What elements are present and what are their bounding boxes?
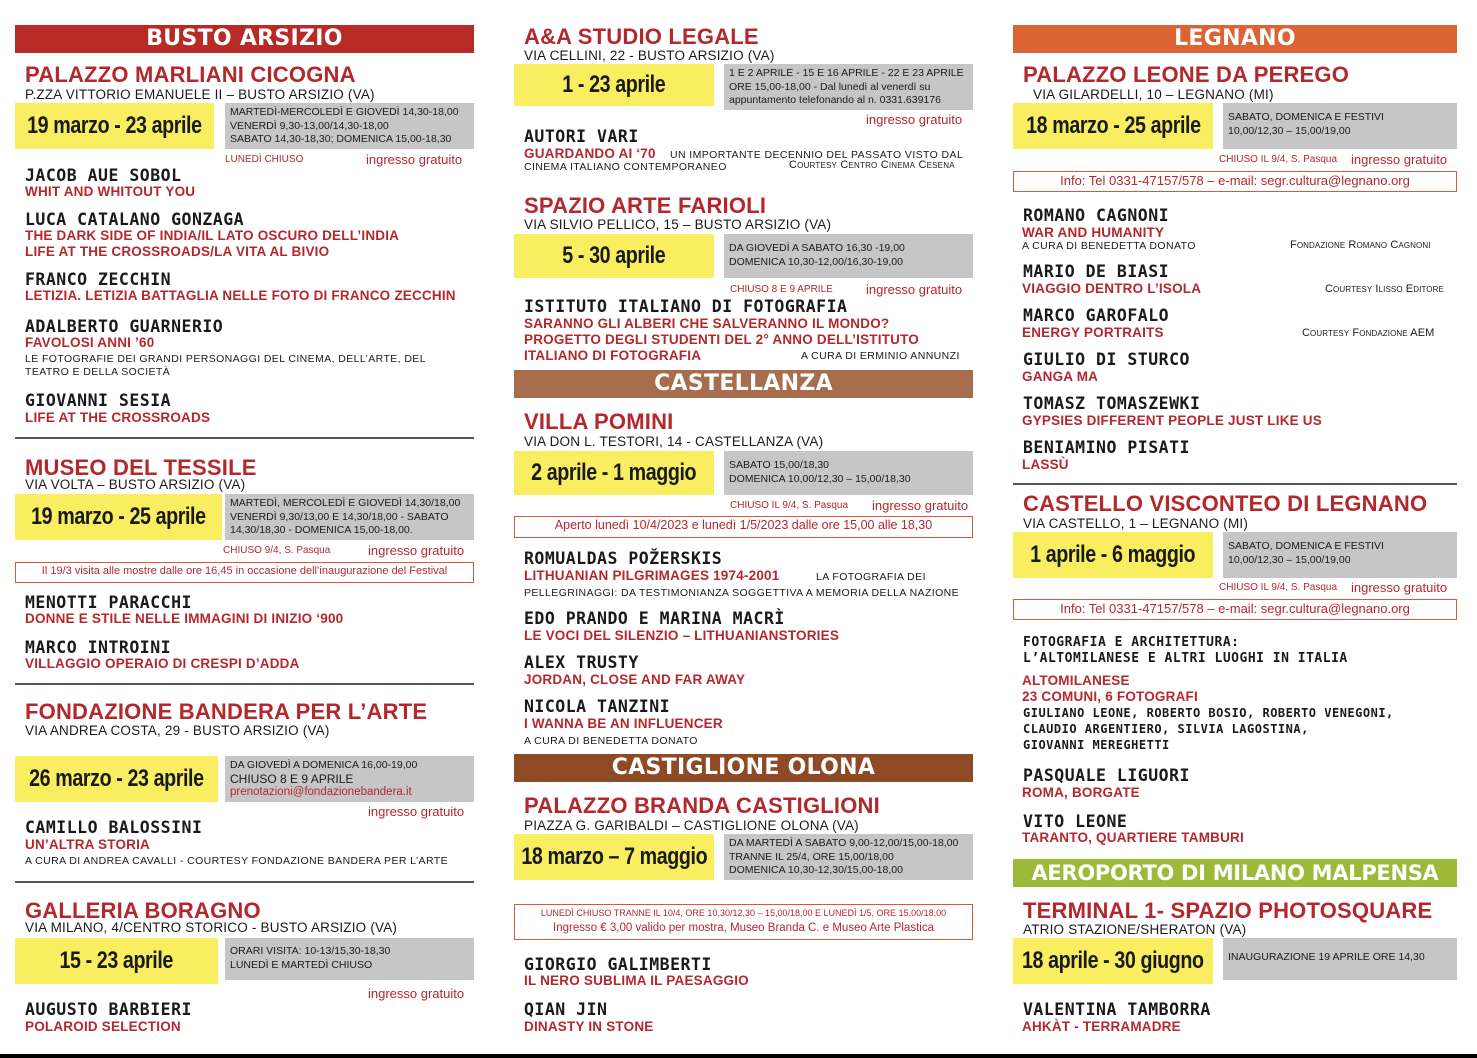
info-box: Info: Tel 0331-47157/578 – e-mail: segr.cultura@legnano.org xyxy=(1013,599,1457,620)
work-note: TEATRO E DELLA SOCIETÀ xyxy=(25,366,171,378)
free-entry: ingresso gratuito xyxy=(368,543,465,558)
work-title: UN’ALTRA STORIA xyxy=(25,837,150,852)
section-header-castellanza: CASTELLANZA xyxy=(514,370,973,398)
courtesy-note: Fondazione Romano Cagnoni xyxy=(1290,239,1431,251)
section-header-castiglione-olona: CASTIGLIONE OLONA xyxy=(514,754,973,782)
date-range: 26 marzo - 23 aprile xyxy=(15,756,218,802)
venue-address: PIAZZA G. GARIBALDI – CASTIGLIONE OLONA (VA) xyxy=(524,818,859,833)
venue-address: VIA ANDREA COSTA, 29 - BUSTO ARSIZIO (VA) xyxy=(25,723,330,738)
work-title: JORDAN, CLOSE AND FAR AWAY xyxy=(524,672,746,687)
artist-name: PASQUALE LIGUORI xyxy=(1023,766,1190,785)
work-title: DONNE E STILE NELLE IMMAGINI DI INIZIO ‘900 xyxy=(25,611,344,626)
work-title: WAR AND HUMANITY xyxy=(1022,225,1165,240)
venue-address: VIA CASTELLO, 1 – LEGNANO (MI) xyxy=(1023,516,1249,531)
divider xyxy=(15,683,474,685)
artist-name: ROMUALDAS POŽERSKIS xyxy=(524,549,723,568)
artist-name: FRANCO ZECCHIN xyxy=(25,270,172,289)
work-title: I WANNA BE AN INFLUENCER xyxy=(524,716,723,731)
free-entry: ingresso gratuito xyxy=(1351,152,1448,167)
artist-name: AUTORI VARI xyxy=(524,127,639,146)
closed-note: LUNEDÌ CHIUSO xyxy=(225,154,304,165)
divider xyxy=(1013,483,1457,485)
venue-address: VIA SILVIO PELLICO, 15 – BUSTO ARSIZIO (VA) xyxy=(524,217,832,232)
artist-name: TOMASZ TOMASZEWKI xyxy=(1023,394,1201,413)
venue-title: MUSEO DEL TESSILE xyxy=(25,455,257,480)
free-entry: ingresso gratuito xyxy=(1351,580,1448,595)
work-title: LASSÙ xyxy=(1022,457,1069,472)
artist-name: QIAN JIN xyxy=(524,1000,608,1019)
opening-hours: INAUGURAZIONE 19 APRILE ORE 14,30 xyxy=(1223,938,1457,980)
venue-address: VIA DON L. TESTORI, 14 - CASTELLANZA (VA) xyxy=(524,434,824,449)
venue-title: SPAZIO ARTE FARIOLI xyxy=(524,193,767,218)
work-title: SARANNO GLI ALBERI CHE SALVERANNO IL MONDO? xyxy=(524,316,890,331)
opening-hours: MARTEDÌ-MERCOLEDÌ E GIOVEDÌ 14,30-18,00 VENERDÌ 9,30-13,00/14,30-18,00 SABATO 14,30-18,30; DOMENICA 15,00-18,30 xyxy=(225,103,474,149)
divider xyxy=(15,437,474,439)
date-range: 19 marzo - 23 aprile xyxy=(15,103,214,149)
closed-note: CHIUSO IL 9/4, S. Pasqua xyxy=(1219,154,1338,165)
venue-address: VIA MILANO, 4/CENTRO STORICO - BUSTO ARSIZIO (VA) xyxy=(25,920,398,935)
artist-name: MARIO DE BIASI xyxy=(1023,262,1170,281)
closed-note: CHIUSO IL 9/4, S. Pasqua xyxy=(1219,582,1338,593)
courtesy-note: Courtesy Fondazione AEM xyxy=(1302,327,1435,339)
work-note: A CURA DI ERMINIO ANNUNZI xyxy=(801,350,960,362)
free-entry: ingresso gratuito xyxy=(366,152,463,167)
work-title: ITALIANO DI FOTOGRAFIA xyxy=(524,348,702,363)
artist-name: GIORGIO GALIMBERTI xyxy=(524,955,712,974)
work-note: CINEMA ITALIANO CONTEMPORANEO xyxy=(524,161,727,173)
opening-hours: SABATO, DOMENICA E FESTIVI 10,00/12,30 – 15,00/19,00 xyxy=(1223,532,1457,578)
date-range: 5 - 30 aprile xyxy=(514,234,714,278)
venue-title: PALAZZO LEONE DA PEREGO xyxy=(1023,62,1350,87)
artist-name: MARCO INTROINI xyxy=(25,638,172,657)
date-range: 15 - 23 aprile xyxy=(15,938,218,984)
date-range: 1 - 23 aprile xyxy=(514,64,714,106)
free-entry: ingresso gratuito xyxy=(866,282,963,297)
work-title: ROMA, BORGATE xyxy=(1022,785,1140,800)
artist-name: JACOB AUE SOBOL xyxy=(25,166,182,185)
artist-name: ROMANO CAGNONI xyxy=(1023,206,1170,225)
free-entry: ingresso gratuito xyxy=(368,986,465,1001)
artist-name: ISTITUTO ITALIANO DI FOTOGRAFIA xyxy=(524,297,848,316)
work-note: PELLEGRINAGGI: DA TESTIMONIANZA SOGGETTIVA A MEMORIA DELLA NAZIONE xyxy=(524,587,960,599)
venue-title: FONDAZIONE BANDERA PER L’ARTE xyxy=(25,699,428,724)
date-range: 1 aprile - 6 maggio xyxy=(1013,532,1213,578)
work-note: LE FOTOGRAFIE DEI GRANDI PERSONAGGI DEL CINEMA, DELL’ARTE, DEL xyxy=(25,353,426,365)
work-title: IL NERO SUBLIMA IL PAESAGGIO xyxy=(524,973,749,988)
work-title: LE VOCI DEL SILENZIO – LITHUANIANSTORIES xyxy=(524,628,840,643)
opening-hours: ORARI VISITA: 10-13/15,30-18,30 LUNEDÌ E MARTEDÌ CHIUSO xyxy=(225,938,474,980)
date-range: 19 marzo - 25 aprile xyxy=(15,494,222,540)
section-header-busto-arsizio: BUSTO ARSIZIO xyxy=(15,25,474,53)
work-title: DINASTY IN STONE xyxy=(524,1019,654,1034)
artist-name: MENOTTI PARACCHI xyxy=(25,593,192,612)
venue-address: P.ZZA VITTORIO EMANUELE II – BUSTO ARSIZIO (VA) xyxy=(25,87,375,102)
work-title: GUARDANDO AI ‘70 xyxy=(524,146,656,161)
date-range: 2 aprile - 1 maggio xyxy=(514,451,714,495)
free-entry: ingresso gratuito xyxy=(368,804,465,819)
opening-hours: 1 E 2 APRILE - 15 E 16 APRILE - 22 E 23 APRILE ORE 15,00-18,00 - Dal lunedì al venerdì su appuntamento telefonando al n. 0331.639176 xyxy=(724,64,973,110)
closed-note: CHIUSO 8 E 9 APRILE xyxy=(730,284,833,295)
artist-name: GIOVANNI SESIA xyxy=(25,391,172,410)
artist-name: ALEX TRUSTY xyxy=(524,653,639,672)
opening-hours: SABATO 15,00/18,30 DOMENICA 10,00/12,30 – 15,00/18,30 xyxy=(724,451,973,495)
work-title: TARANTO, QUARTIERE TAMBURI xyxy=(1022,830,1244,845)
work-title: GYPSIES DIFFERENT PEOPLE JUST LIKE US xyxy=(1022,413,1322,428)
venue-title: PALAZZO BRANDA CASTIGLIONI xyxy=(524,793,880,818)
venue-title: PALAZZO MARLIANI CICOGNA xyxy=(25,62,356,87)
work-title: LITHUANIAN PILGRIMAGES 1974-2001 xyxy=(524,568,780,583)
venue-address: VIA CELLINI, 22 - BUSTO ARSIZIO (VA) xyxy=(524,48,775,63)
free-entry: ingresso gratuito xyxy=(872,498,969,513)
artist-name: GIULIANO LEONE, ROBERTO BOSIO, ROBERTO VENEGONI, xyxy=(1023,706,1394,720)
opening-hours: DA GIOVEDÌ A SABATO 16,30 -19,00 DOMENICA 10,30-12,00/16,30-19,00 xyxy=(724,234,973,278)
work-note: A CURA DI ANDREA CAVALLI - COURTESY FONDAZIONE BANDERA PER L’ARTE xyxy=(25,855,448,867)
closed-note: CHIUSO IL 9/4, S. Pasqua xyxy=(730,500,849,511)
artist-name: AUGUSTO BARBIERI xyxy=(25,1000,192,1019)
artist-name: EDO PRANDO E MARINA MACRÌ xyxy=(524,609,785,628)
section-header-legnano: LEGNANO xyxy=(1013,25,1457,53)
work-title: VIAGGIO DENTRO L’ISOLA xyxy=(1022,281,1202,296)
work-title: LIFE AT THE CROSSROADS/LA VITA AL BIVIO xyxy=(25,244,330,259)
date-range: 18 marzo – 7 maggio xyxy=(514,834,714,880)
venue-title: CASTELLO VISCONTEO DI LEGNANO xyxy=(1023,491,1428,516)
opening-hours: MARTEDÌ, MERCOLEDÌ E GIOVEDÌ 14,30/18,00 VENERDÌ 9,30/13,00 E 14,30/18,00 - SABATO 14,30/18,30 - DOMENICA 15,00-18,00. xyxy=(225,494,474,540)
work-title: GANGA MA xyxy=(1022,369,1099,384)
work-title: LETIZIA. LETIZIA BATTAGLIA NELLE FOTO DI FRANCO ZECCHIN xyxy=(25,288,456,303)
courtesy-note: Courtesy Centro Cinema Cesena xyxy=(789,159,955,171)
artist-name: VALENTINA TAMBORRA xyxy=(1023,1000,1211,1019)
work-note: UN IMPORTANTE DECENNIO DEL PASSATO VISTO DAL xyxy=(670,149,964,161)
date-range: 18 marzo - 25 aprile xyxy=(1013,103,1213,149)
free-entry: ingresso gratuito xyxy=(866,112,963,127)
courtesy-note: Courtesy Ilisso Editore xyxy=(1325,283,1444,295)
work-title: THE DARK SIDE OF INDIA/IL LATO OSCURO DELL’INDIA xyxy=(25,228,400,243)
venue-title: GALLERIA BORAGNO xyxy=(25,898,261,923)
info-box: Il 19/3 visita alle mostre dalle ore 16,45 in occasione dell’inaugurazione del Festival xyxy=(15,562,474,583)
work-title: POLAROID SELECTION xyxy=(25,1019,181,1034)
work-title: PROGETTO DEGLI STUDENTI DEL 2° ANNO DELL’ISTITUTO xyxy=(524,332,919,347)
info-box: LUNEDÌ CHIUSO TRANNE IL 10/4, ORE 10,30/12,30 – 15,00/18,00 E LUNEDÌ 1/5, ORE 15,00/18,00 Ingresso € 3,00 valido per mostra, Museo Branda C. e Museo Arte Plastica xyxy=(514,904,973,940)
venue-address: VIA VOLTA – BUSTO ARSIZIO (VA) xyxy=(25,477,246,492)
work-title: VILLAGGIO OPERAIO DI CRESPI D’ADDA xyxy=(25,656,300,671)
opening-hours: DA GIOVEDÌ A DOMENICA 16,00-19,00 CHIUSO 8 E 9 APRILE prenotazioni@fondazionebandera.it xyxy=(225,756,474,802)
work-title: ENERGY PORTRAITS xyxy=(1022,325,1164,340)
artist-name: CLAUDIO ARGENTIERO, SILVIA LAGOSTINA, xyxy=(1023,722,1309,736)
artist-name: NICOLA TANZINI xyxy=(524,697,671,716)
divider xyxy=(15,881,474,883)
artist-name: LUCA CATALANO GONZAGA xyxy=(25,210,245,229)
artist-name: ADALBERTO GUARNERIO xyxy=(25,317,224,336)
work-title: AHKÀT - TERRAMADRE xyxy=(1022,1019,1181,1034)
venue-address: VIA GILARDELLI, 10 – LEGNANO (MI) xyxy=(1033,87,1274,102)
work-title: WHIT AND WHITOUT YOU xyxy=(25,184,196,199)
venue-title: VILLA POMINI xyxy=(524,409,674,434)
date-range: 18 aprile - 30 giugno xyxy=(1013,938,1213,984)
work-title: FAVOLOSI ANNI ’60 xyxy=(25,335,155,350)
artist-name: GIOVANNI MEREGHETTI xyxy=(1023,738,1170,752)
venue-address: ATRIO STAZIONE/SHERATON (VA) xyxy=(1023,922,1247,937)
work-title: 23 COMUNI, 6 FOTOGRAFI xyxy=(1022,689,1198,704)
info-box: Aperto lunedì 10/4/2023 e lunedì 1/5/2023 dalle ore 15,00 alle 18,30 xyxy=(514,516,973,538)
work-note: LA FOTOGRAFIA DEI xyxy=(816,571,926,583)
work-note: A CURA DI BENEDETTA DONATO xyxy=(524,735,698,747)
exhibition-title: L’ALTOMILANESE E ALTRI LUOGHI IN ITALIA xyxy=(1023,651,1348,666)
artist-name: MARCO GAROFALO xyxy=(1023,306,1170,325)
artist-name: GIULIO DI STURCO xyxy=(1023,350,1190,369)
artist-name: VITO LEONE xyxy=(1023,812,1128,831)
opening-hours: SABATO, DOMENICA E FESTIVI 10,00/12,30 – 15,00/19,00 xyxy=(1223,103,1457,149)
venue-title: TERMINAL 1- SPAZIO PHOTOSQUARE xyxy=(1023,898,1433,923)
bottom-border xyxy=(0,1054,1477,1058)
info-box: Info: Tel 0331-47157/578 – e-mail: segr.cultura@legnano.org xyxy=(1013,171,1457,192)
artist-name: BENIAMINO PISATI xyxy=(1023,438,1190,457)
artist-name: CAMILLO BALOSSINI xyxy=(25,818,203,837)
section-header-malpensa: AEROPORTO DI MILANO MALPENSA xyxy=(1013,859,1457,887)
work-title: LIFE AT THE CROSSROADS xyxy=(25,410,211,425)
work-title: ALTOMILANESE xyxy=(1022,673,1130,688)
closed-note: CHIUSO 9/4, S. Pasqua xyxy=(223,545,331,556)
venue-title: A&A STUDIO LEGALE xyxy=(524,24,759,49)
opening-hours: DA MARTEDÌ A SABATO 9,00-12,00/15,00-18,00 TRANNE IL 25/4, ORE 15,00/18,00 DOMENICA 10,30-12,30/15,00-18,00 xyxy=(724,834,973,880)
exhibition-title: FOTOGRAFIA E ARCHITETTURA: xyxy=(1023,635,1240,650)
work-note: A CURA DI BENEDETTA DONATO xyxy=(1022,240,1196,252)
